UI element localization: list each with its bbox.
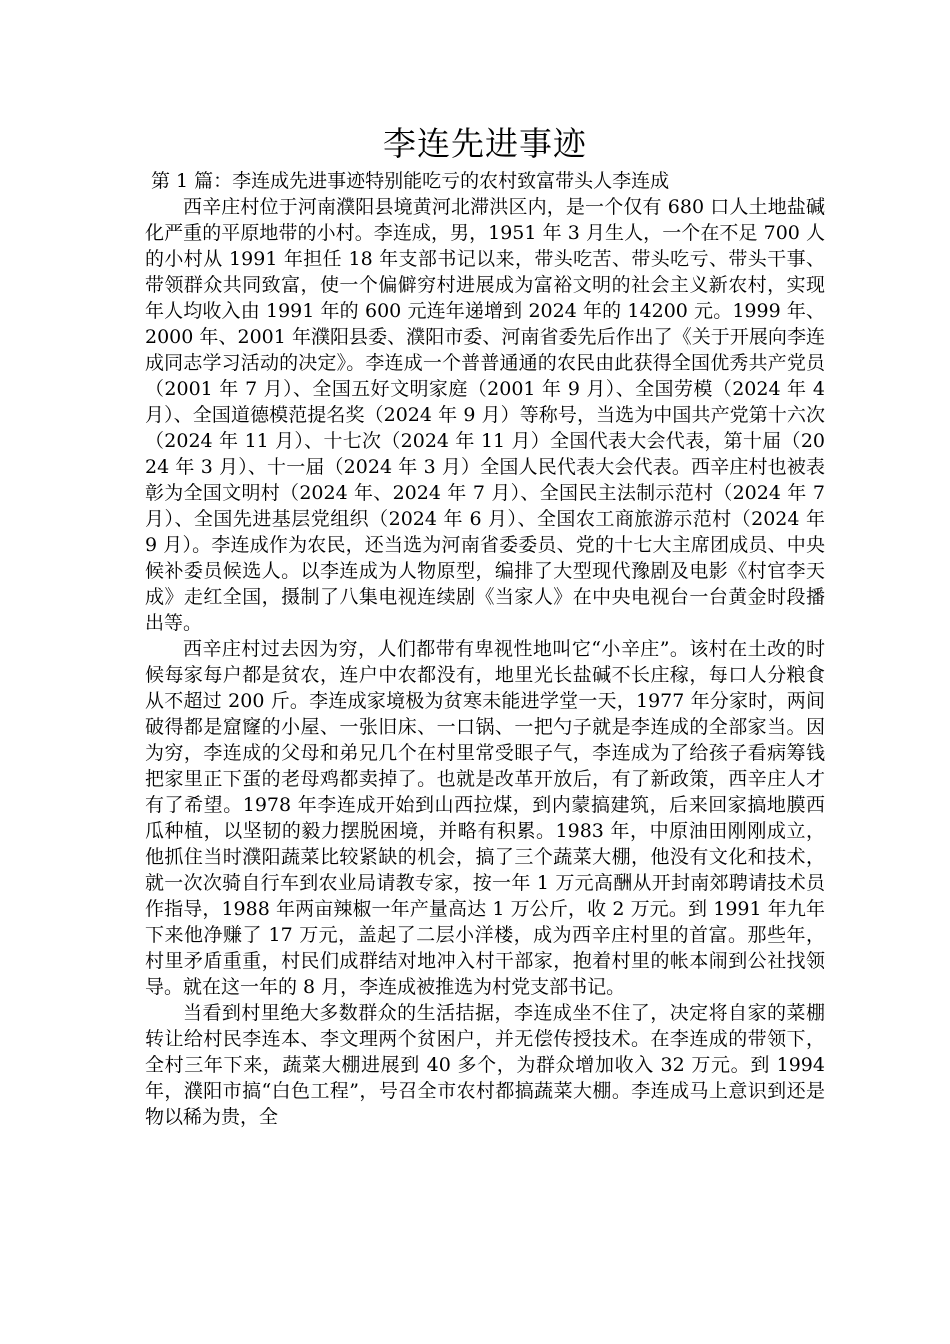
paragraph-2: 西辛庄村过去因为穷，人们都带有卑视性地叫它“小辛庄”。该村在土改的时候每家每户都是贫农，连户中农都没有，地里光长盐碱不长庄稼，每口人分粮食从不超过 200 斤。李连成家境极为贫寒未能进学堂一天，1977 年分家时，两间破得都是窟窿的小屋、一张旧床、一口锅、一把勺子就是李连成的全部家当。因为穷，李连成的父母和弟兄几个在村里常受眼子气，李连成为了给孩子看病筹钱把家里正下蛋的老母鸡都卖掉了。也就是改革开放后，有了新政策，西辛庄人才有了希望。1978 年李连成开始到山西拉煤，到内蒙搞建筑，后来回家搞地膜西瓜种植，以坚韧的毅力摆脱困境，并略有积累。1983 年，中原油田刚刚成立，他抓住当时濮阳蔬菜比较紧缺的机会，搞了三个蔬菜大棚，他没有文化和技术，就一次次骑自行车到农业局请教专家，按一年 1 万元高酬从开封南郊聘请技术员作指导，1988 年两亩辣椒一年产量高达 1 万公斤，收 2 万元。到 1991 年九年下来他净赚了 17 万元，盖起了二层小洋楼，成为西辛庄村里的首富。那些年，村里矛盾重重，村民们成群结对地冲入村干部家，抱着村里的帐本闹到公社找领导。就在这一年的 8 月，李连成被推选为村党支部书记。 (145, 638, 825, 998)
document-subtitle: 第 1 篇：李连成先进事迹特别能吃亏的农村致富带头人李连成 (151, 170, 670, 192)
paragraph-1: 西辛庄村位于河南濮阳县境黄河北滞洪区内，是一个仅有 680 口人土地盐碱化严重的平原地带的小村。李连成，男，1951 年 3 月生人，一个在不足 700 人的小村从 1991 年担任 18 年支部书记以来，带头吃苦、带头吃亏、带头干事、带领群众共同致富，使一个偏僻穷村进展成为富裕文明的社会主义新农村，实现年人均收入由 1991 年的 600 元连年递增到 2024 年的 14200 元。1999 年、2000 年、2001 年濮阳县委、濮阳市委、河南省委先后作出了《关于开展向李连成同志学习活动的决定》。李连成一个普普通通的农民由此获得全国优秀共产党员（2001 年 7 月）、全国五好文明家庭（2001 年 9 月）、全国劳模（2024 年 4 月）、全国道德模范提名奖（2024 年 9 月）等称号，当选为中国共产党第十六次（2024 年 11 月）、十七次（2024 年 11 月）全国代表大会代表，第十届（2024 年 3 月）、十一届（2024 年 3 月）全国人民代表大会代表。西辛庄村也被表彰为全国文明村（2024 年、2024 年 7 月）、全国民主法制示范村（2024 年 7 月）、全国先进基层党组织（2024 年 6 月）、全国农工商旅游示范村（2024 年 9 月）。李连成作为农民，还当选为河南省委委员、党的十七大主席团成员、中央候补委员候选人。以李连成为人物原型，编排了大型现代豫剧及电影《村官李天成》走红全国，摄制了八集电视连续剧《当家人》在中央电视台一台黄金时段播出等。 (145, 196, 825, 634)
document-page (145, 122, 825, 1130)
paragraph-3: 当看到村里绝大多数群众的生活拮据，李连成坐不住了，决定将自家的菜棚转让给村民李连本、李文理两个贫困户，并无偿传授技术。在李连成的带领下，全村三年下来，蔬菜大棚进展到 40 多个，为群众增加收入 32 万元。到 1994 年，濮阳市搞“白色工程”，号召全市农村都搞蔬菜大棚。李连成马上意识到还是物以稀为贵，全 (145, 1002, 825, 1128)
document-title: 李连先进事迹 (383, 124, 587, 163)
